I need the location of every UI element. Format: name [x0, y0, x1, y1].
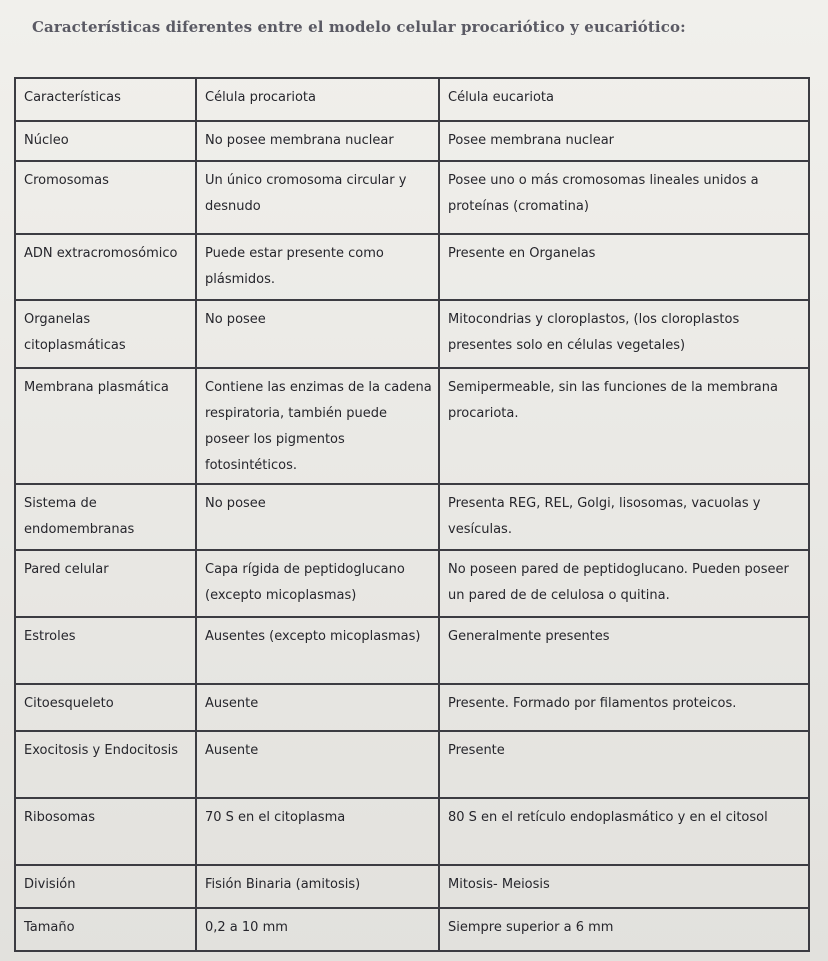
eukaryote-cell: Posee membrana nuclear: [439, 121, 809, 161]
row-label: Organelas citoplasmáticas: [15, 300, 196, 368]
table-row: [15, 731, 809, 798]
prokaryote-cell: Ausente: [196, 731, 439, 798]
header-eukaryote: Célula eucariota: [439, 78, 809, 121]
row-label: Tamaño: [15, 908, 196, 951]
eukaryote-cell: Mitocondrias y cloroplastos, (los cloroplastos presentes solo en células vegetales): [439, 300, 809, 368]
eukaryote-cell: Mitosis- Meiosis: [439, 865, 809, 908]
prokaryote-cell: No posee: [196, 300, 439, 368]
table-row: [15, 550, 809, 617]
table-row: [15, 865, 809, 908]
prokaryote-cell: Ausentes (excepto micoplasmas): [196, 617, 439, 684]
row-label: Ribosomas: [15, 798, 196, 865]
row-label: Sistema de endomembranas: [15, 484, 196, 550]
header-characteristics: Características: [15, 78, 196, 121]
prokaryote-cell: Puede estar presente como plásmidos.: [196, 234, 439, 300]
eukaryote-cell: Presente. Formado por filamentos proteicos.: [439, 684, 809, 731]
prokaryote-cell: Capa rígida de peptidoglucano (excepto micoplasmas): [196, 550, 439, 617]
eukaryote-cell: Posee uno o más cromosomas lineales unidos a proteínas (cromatina): [439, 161, 809, 234]
row-label: Cromosomas: [15, 161, 196, 234]
row-label: Exocitosis y Endocitosis: [15, 731, 196, 798]
row-label: ADN extracromosómico: [15, 234, 196, 300]
page-title: Características diferentes entre el modelo celular procariótico y eucariótico:: [32, 18, 686, 36]
prokaryote-cell: Un único cromosoma circular y desnudo: [196, 161, 439, 234]
row-label: Estroles: [15, 617, 196, 684]
prokaryote-cell: Fisión Binaria (amitosis): [196, 865, 439, 908]
table-row: [15, 368, 809, 484]
prokaryote-cell: Contiene las enzimas de la cadena respiratoria, también puede poseer los pigmentos fotosintéticos.: [196, 368, 439, 484]
table-row: [15, 908, 809, 951]
row-label: Núcleo: [15, 121, 196, 161]
table-row: [15, 161, 809, 234]
table-row: [15, 484, 809, 550]
table-header-row: [15, 78, 809, 121]
table-row: [15, 684, 809, 731]
eukaryote-cell: Siempre superior a 6 mm: [439, 908, 809, 951]
eukaryote-cell: No poseen pared de peptidoglucano. Pueden poseer un pared de de celulosa o quitina.: [439, 550, 809, 617]
eukaryote-cell: Semipermeable, sin las funciones de la membrana procariota.: [439, 368, 809, 484]
prokaryote-cell: 0,2 a 10 mm: [196, 908, 439, 951]
table-row: [15, 234, 809, 300]
eukaryote-cell: Presente en Organelas: [439, 234, 809, 300]
prokaryote-cell: No posee membrana nuclear: [196, 121, 439, 161]
table-row: [15, 300, 809, 368]
eukaryote-cell: Generalmente presentes: [439, 617, 809, 684]
prokaryote-cell: 70 S en el citoplasma: [196, 798, 439, 865]
row-label: División: [15, 865, 196, 908]
eukaryote-cell: Presenta REG, REL, Golgi, lisosomas, vacuolas y vesículas.: [439, 484, 809, 550]
row-label: Membrana plasmática: [15, 368, 196, 484]
row-label: Citoesqueleto: [15, 684, 196, 731]
eukaryote-cell: 80 S en el retículo endoplasmático y en el citosol: [439, 798, 809, 865]
comparison-table: [14, 77, 810, 952]
row-label: Pared celular: [15, 550, 196, 617]
eukaryote-cell: Presente: [439, 731, 809, 798]
header-prokaryote: Célula procariota: [196, 78, 439, 121]
table-row: [15, 798, 809, 865]
table-row: [15, 617, 809, 684]
prokaryote-cell: No posee: [196, 484, 439, 550]
table-row: [15, 121, 809, 161]
prokaryote-cell: Ausente: [196, 684, 439, 731]
